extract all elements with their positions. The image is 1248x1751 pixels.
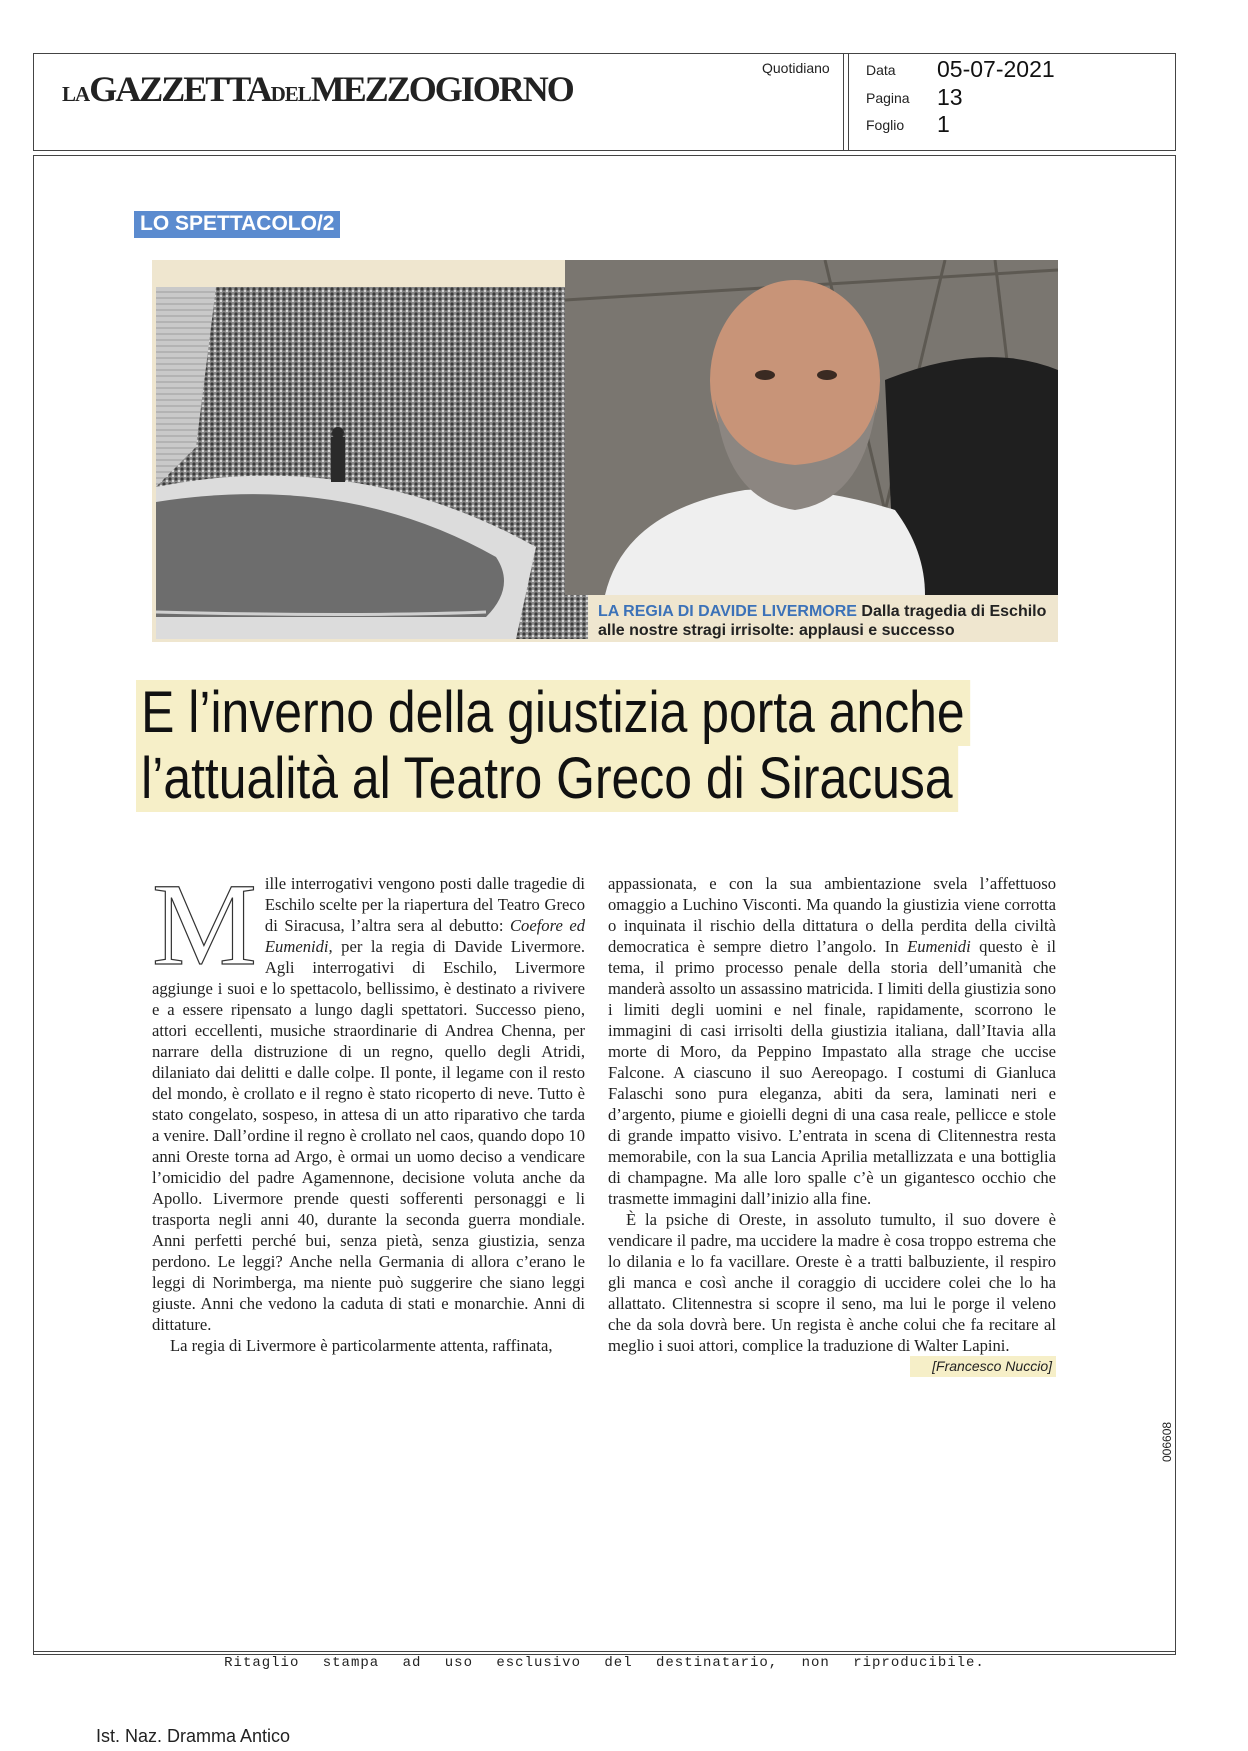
drop-cap: M: [152, 859, 257, 990]
caption-kicker: LA REGIA DI DAVIDE LIVERMORE: [598, 603, 857, 620]
data-label: Data: [866, 62, 896, 78]
footer-note: [33, 1655, 1176, 1671]
footer-note-text: Ritaglio stampa ad uso esclusivo del destinatario, non riproducibile.: [224, 1655, 985, 1671]
article-paragraph-3: [608, 1209, 1056, 1374]
data-value: 05-07-2021: [937, 56, 1055, 82]
paragraph-3-text: È la psiche di Oreste, in assoluto tumulto, il suo dovere è vendicare il padre, ma uccidere la madre è cosa troppo estrema che lo dilania e lo fa vacillare. Oreste è a tratti balbuziente, il respiro gli manca e così anche il coraggio di uccidere colei che lo ha allattato. Clitennestra si scopre il seno, ma lui le porge il veleno che da sola dovrà bere. Un regista è anche colui che fa recitare al meglio i suoi attori, complice la traduzione di Walter Lapini.: [608, 1210, 1056, 1355]
header-separator: [843, 53, 844, 151]
newspaper-masthead: [62, 68, 573, 110]
side-code: 006608: [1160, 1421, 1174, 1462]
play-title-eumenidi: Eumenidi: [907, 937, 971, 956]
foglio-value: 1: [937, 111, 950, 137]
section-kicker: LO SPETTACOLO/2: [134, 211, 340, 238]
masthead-mezzogiorno: MEZZOGIORNO: [310, 69, 573, 109]
article-column-right: [608, 873, 1056, 1377]
theatre-photo: [156, 287, 588, 639]
play-title: Coefore ed Eumenidi,: [264, 916, 585, 956]
source-label: Ist. Naz. Dramma Antico: [96, 1726, 291, 1746]
article-paragraph-2-continued: [608, 873, 1056, 1209]
paragraph-1-text-a: ille interrogativi vengono posti dalle tragedie di Eschilo scelte per la riapertura del Teatro Greco di Siracusa, l’altra sera al debutto:: [264, 874, 585, 935]
photo-caption: [598, 602, 1054, 640]
article-headline: [136, 680, 1068, 812]
footer-divider: [33, 1651, 1176, 1652]
theatre-photo-illustration: [156, 287, 588, 639]
headline-line-1: E l’inverno della giustizia porta anche: [136, 680, 970, 746]
masthead-la: LA: [62, 82, 90, 106]
article-column-left: [152, 859, 585, 1356]
author-signature: [Francesco Nuccio]: [910, 1356, 1056, 1377]
headline-line-2: l’attualità al Teatro Greco di Siracusa: [136, 746, 958, 812]
director-portrait-photo: [565, 260, 1058, 595]
foglio-label: Foglio: [866, 117, 905, 133]
publication-type: Quotidiano: [762, 60, 830, 76]
article-paragraph-2: [152, 1335, 585, 1356]
paragraph-2-text-b: questo è il tema, il primo processo penale della storia dell’umanità che manderà assolto un assassino matricida. I limiti della giustizia sono i limiti degli uomini e nel finale, rapidamente, scorrono le immagini di casi irrisolti della giustizia italiana, dall’Itavia alla morte di Moro, da Peppino Impastato alla strage che uccise Falcone. A ciascuno il suo Aereopago. I costumi di Gianluca Falaschi sono pura eleganza, abiti da sera, laminati neri e d’argento, piume e gioielli degni di una casa reale, pellicce e stole di grande impatto visivo. L’entrata in scena di Clitennestra resta memorabile, con la sua Lancia Aprilia metallizzata e una bottiglia di champagne. Ma alle loro spalle c’è un gigantesco occhio che trasmette immagini dall’inizio alla fine.: [608, 937, 1056, 1208]
header-separator: [848, 53, 849, 151]
masthead-del: DEL: [270, 82, 311, 106]
article-paragraph-1: [152, 859, 585, 1335]
caption-text: Dalla tragedia di Eschilo alle nostre stragi irrisolte: applausi e successo: [598, 603, 1047, 639]
paragraph-2-text-a-continued: appassionata, e con la sua ambientazione svela l’affettuoso omaggio a Luchino Visconti. Ma quando la giustizia viene corrotta o inquinata il rischio della dittatura o della perdita della civiltà democratica è sempre dietro l’angolo. In: [608, 874, 1056, 956]
paragraph-1-text-b: per la regia di Davide Livermore. Agli interrogativi di Eschilo, Livermore aggiunge i suoi e lo spettacolo, bellissimo, è destinato a rivivere e a essere ripensato a lungo dagli spettatori. Successo pieno, attori eccellenti, musiche straordinarie di Andrea Chenna, per narrare della distruzione di un regno, quello degli Atridi, dilaniato dai delitti e dalle colpe. Il ponte, il legame con il resto del mondo, è crollato e il regno è stato ricoperto di neve. Tutto è stato congelato, sospeso, in attesa di un atto riparativo che tarda a venire. Dall’ordine il regno è crollato nel caos, quando dopo 10 anni Oreste torna ad Argo, è ormai un uomo deciso a vendicare l’omicidio del padre Agamennone, decisione voluta anche da Apollo. Livermore prende questi sofferenti personaggi e li trasporta negli anni 40, durante la seconda guerra mondiale. Anni perfetti perché bui, senza pietà, senza giustizia, senza perdono. Le leggi? Anche nella Germania di allora c’erano le leggi di Norimberga, ma niente può suggerire che siano leggi giuste. Anni che vedono la caduta di stati e monarchie. Anni di dittature.: [152, 937, 585, 1334]
masthead-gazzetta: GAZZETTA: [89, 69, 271, 109]
paragraph-2-text-a: La regia di Livermore è particolarmente attenta, raffinata,: [170, 1336, 553, 1355]
pagina-label: Pagina: [866, 90, 910, 106]
pagina-value: 13: [937, 84, 963, 110]
director-portrait-illustration: [565, 260, 1058, 595]
